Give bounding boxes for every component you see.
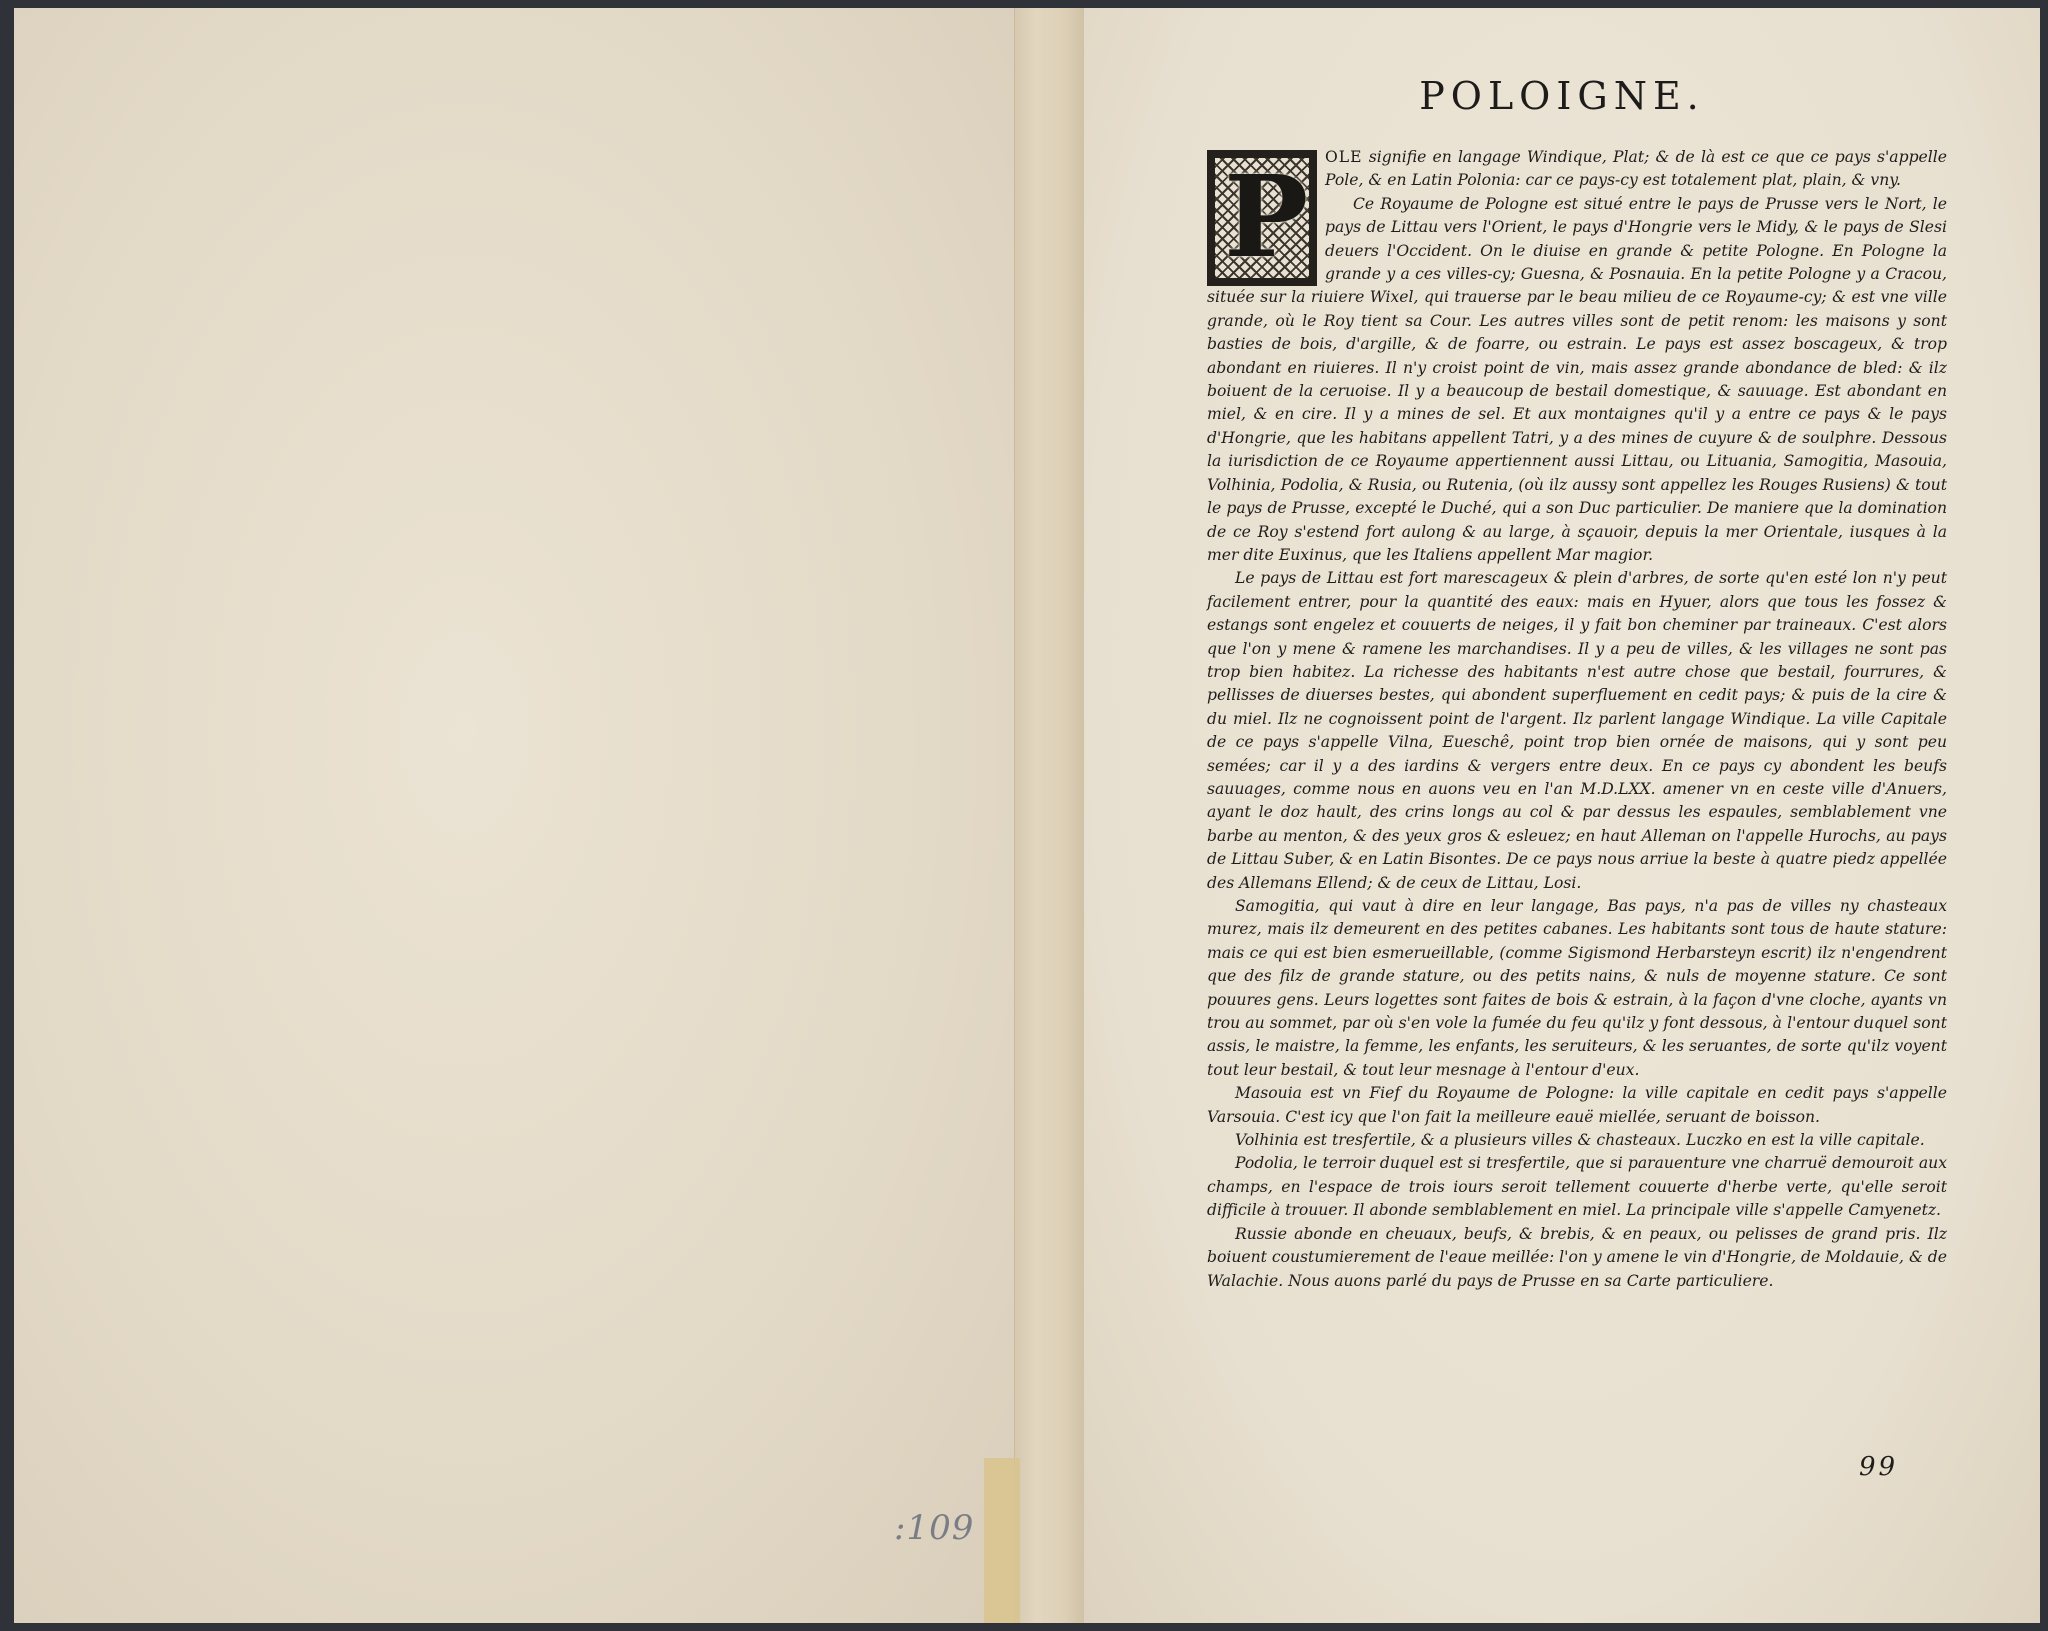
opening-word: OLE (1325, 148, 1363, 166)
initial-letter: P (1224, 152, 1309, 283)
paragraph: Russie abonde en cheuaux, beufs, & brebis, & en peaux, ou pelisses de grand pris. Ilz boiuent coustumierement de l'eaue meillée: l'on y amene le vin d'Hongrie, de Moldauie, & de Walachie. Nous auons parlé du pays de Prusse en sa Carte particuliere. (1207, 1224, 1947, 1290)
ornamental-initial (1207, 150, 1317, 286)
document-sheet (14, 8, 2040, 1623)
paragraph: Ce Royaume de Pologne est situé entre le pays de Prusse vers le Nort, le pays de Littau vers l'Orient, le pays d'Hongrie vers le Midy, & le pays de Slesi deuers l'Occident. On le diuise en grande & petite Pologne. En Pologne la grande y a ces villes-cy; Guesna, & Posnauia. En la petite Pologne y a Cracou, située sur la riuiere Wixel, qui trauerse par le beau milieu de ce Royaume-cy; & est vne ville grande, où le Roy tient sa Cour. Les autres villes sont de petit renom: les maisons y sont basties de bois, d'argille, & de foarre, ou estrain. Le pays est assez boscageux, & trop abondant en riuieres. Il n'y croist point de vin, mais assez grande abondance de bled: & ilz boiuent de la ceruoise. Il y a beaucoup de bestail domestique, & sauuage. Est abondant en miel, & en cire. Il y a mines de sel. Et aux montaignes qu'il y a entre ce pays & le pays d'Hongrie, que les habitans appellent Tatri, y a des mines de cuyure & de soulphre. Dessous la iurisdiction de ce Royaume appertiennent aussi Littau, ou Lituania, Samogitia, Masouia, Volhinia, Podolia, & Rusia, ou Rutenia, (où ilz aussy sont appellez les Rouges Rusiens) & tout le pays de Prusse, excepté le Duché, qui a son Duc particulier. De maniere que la domination de ce Roy s'estend fort aulong & au large, à sçauoir, depuis la mer Orientale, iusques à la mer dite Euxinus, que les Italiens appellent Mar magior. (1207, 194, 1947, 564)
pencil-mark: :109 (894, 1508, 975, 1548)
paragraph: Masouia est vn Fief du Royaume de Pologne: la ville capitale en cedit pays s'appelle Varsouia. C'est icy que l'on fait la meilleure eauë miellée, seruant de boisson. (1207, 1084, 1947, 1126)
paragraph: Volhinia est tresfertile, & a plusieurs villes & chasteaux. Luczko en est la ville capitale. (1235, 1131, 1925, 1150)
center-fold (1014, 8, 1086, 1623)
paragraph: Podolia, le terroir duquel est si tresfertile, que si parauenture vne charruë demouroit aux champs, en l'espace de trois iours seroit tellement couuerte d'herbe verte, qu'elle seroit difficile à trouuer. Il abonde semblablement en miel. La principale ville s'appelle Camyenetz. (1207, 1154, 1947, 1220)
right-page-text (1084, 8, 2040, 1623)
page-title: POLOIGNE. (1419, 74, 1705, 118)
left-page-verso (14, 8, 1014, 1623)
text-body (1207, 146, 1947, 1293)
page-number: 99 (1859, 1452, 1899, 1482)
paragraph: Le pays de Littau est fort marescageux & plein d'arbres, de sorte qu'en esté lon n'y peut facilement entrer, pour la quantité des eaux: mais en Hyuer, alors que tous les fossez & estangs sont engelez et couuerts de neiges, il y fait bon cheminer par traineaux. C'est alors que l'on y mene & ramene les marchandises. Il y a peu de villes, & les villages ne sont pas trop bien habitez. La richesse des habitants n'est autre chose que bestail, fourrures, & pellisses de diuerses bestes, qui abondent superfluement en cedit pays; & puis de la cire & du miel. Ilz ne cognoissent point de l'argent. Ilz parlent langage Windique. La ville Capitale de ce pays s'appelle Vilna, Eueschê, point trop bien ornée de maisons, qui y sont peu semées; car il y a des iardins & vergers entre deux. En ce pays cy abondent les beufs sauuages, comme nous en auons veu en l'an M.D.LXX. amener vn en ceste ville d'Anuers, ayant le doz hault, des crins longs au col & par dessus les espaules, semblablement vne barbe au menton, & des yeux gros & esleuez; en haut Alleman on l'appelle Hurochs, au pays de Littau Suber, & en Latin Bisontes. De ce pays nous arriue la beste à quatre piedz appellée des Allemans Ellend; & de ceux de Littau, Losi. (1207, 569, 1947, 892)
paragraph (1207, 146, 1947, 193)
paragraph-text: signifie en langage Windique, Plat; & de là est ce que ce pays s'appelle Pole, & en Latin Polonia: car ce pays-cy est totalement plat, plain, & vny. (1325, 148, 1947, 190)
tape-strip (984, 1458, 1020, 1623)
paragraph: Samogitia, qui vaut à dire en leur langage, Bas pays, n'a pas de villes ny chasteaux murez, mais ilz demeurent en des petites cabanes. Les habitants sont tous de haute stature: mais ce qui est bien esmerueillable, (comme Sigismond Herbarsteyn escrit) ilz n'engendrent que des filz de grande stature, ou des petits nains, & nuls de moyenne stature. Ce sont pouures gens. Leurs logettes sont faites de bois & estrain, à la façon d'vne cloche, ayants vn trou au sommet, par où s'en vole la fumée du feu qu'ilz y font dessous, à l'entour duquel sont assis, le maistre, la femme, les enfants, les seruiteurs, & les seruantes, de sorte qu'ilz voyent tout leur bestail, & tout leur mesnage à l'entour d'eux. (1207, 897, 1947, 1079)
